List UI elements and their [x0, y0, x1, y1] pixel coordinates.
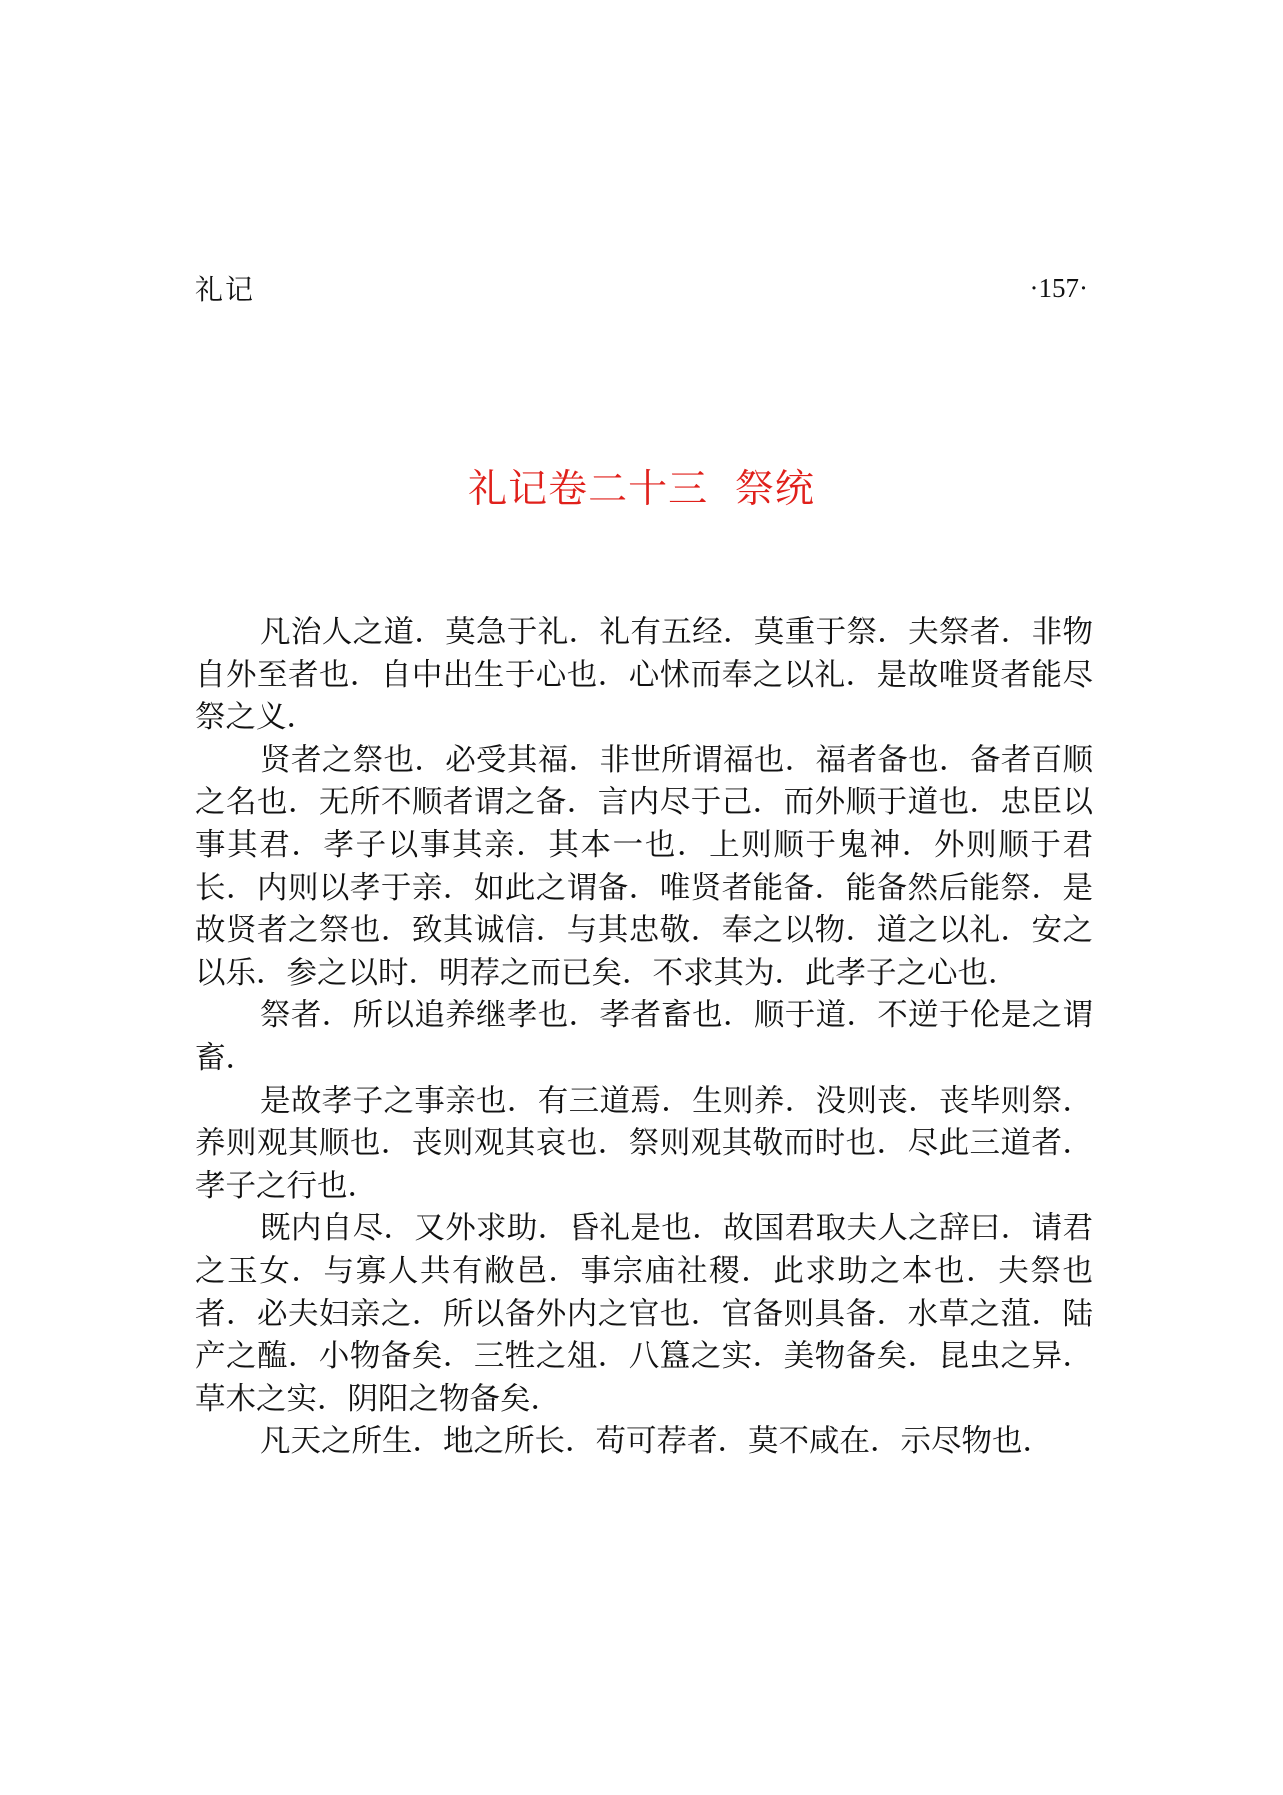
paragraph: 凡天之所生．地之所长．苟可荐者．莫不咸在．示尽物也．	[260, 1424, 1053, 1460]
paragraph: 既内自尽．又外求助．昏礼是也．故国君取夫人之辞曰．请君之玉女．与寡人共有敝邑．事宗庙社稷．此求助之本也．夫祭也者．必夫妇亲之．所以备外内之官也．官备则具备．水草之菹．陆产之醢．小物备矣．三牲之俎．八簋之实．美物备矣．昆虫之异．草木之实．阴阳之物备矣．	[195, 1211, 1093, 1417]
paragraph: 贤者之祭也．必受其福．非世所谓福也．福者备也．备者百顺之名也．无所不顺者谓之备．言内尽于己．而外顺于道也．忠臣以事其君．孝子以事其亲．其本一也．上则顺于鬼神．外则顺于君长．内则以孝于亲．如此之谓备．唯贤者能备．能备然后能祭．是故贤者之祭也．致其诚信．与其忠敬．奉之以物．道之以礼．安之以乐．参之以时．明荐之而已矣．不求其为．此孝子之心也．	[195, 742, 1093, 991]
page-number: ·157·	[1029, 272, 1088, 303]
paragraph: 凡治人之道．莫急于礼．礼有五经．莫重于祭．夫祭者．非物自外至者也．自中出生于心也．心怵而奉之以礼．是故唯贤者能尽祭之义．	[195, 615, 1093, 736]
paragraph: 祭者．所以追养继孝也．孝者畜也．顺于道．不逆于伦是之谓畜．	[195, 998, 1093, 1076]
body-text	[195, 612, 1093, 1464]
chapter-title: 礼记卷二十三 祭统	[468, 467, 815, 512]
paragraph: 是故孝子之事亲也．有三道焉．生则养．没则丧．丧毕则祭．养则观其顺也．丧则观其哀也．祭则观其敬而时也．尽此三道者．孝子之行也．	[195, 1083, 1093, 1204]
running-header	[195, 268, 1088, 308]
book-name: 礼记	[195, 273, 256, 306]
